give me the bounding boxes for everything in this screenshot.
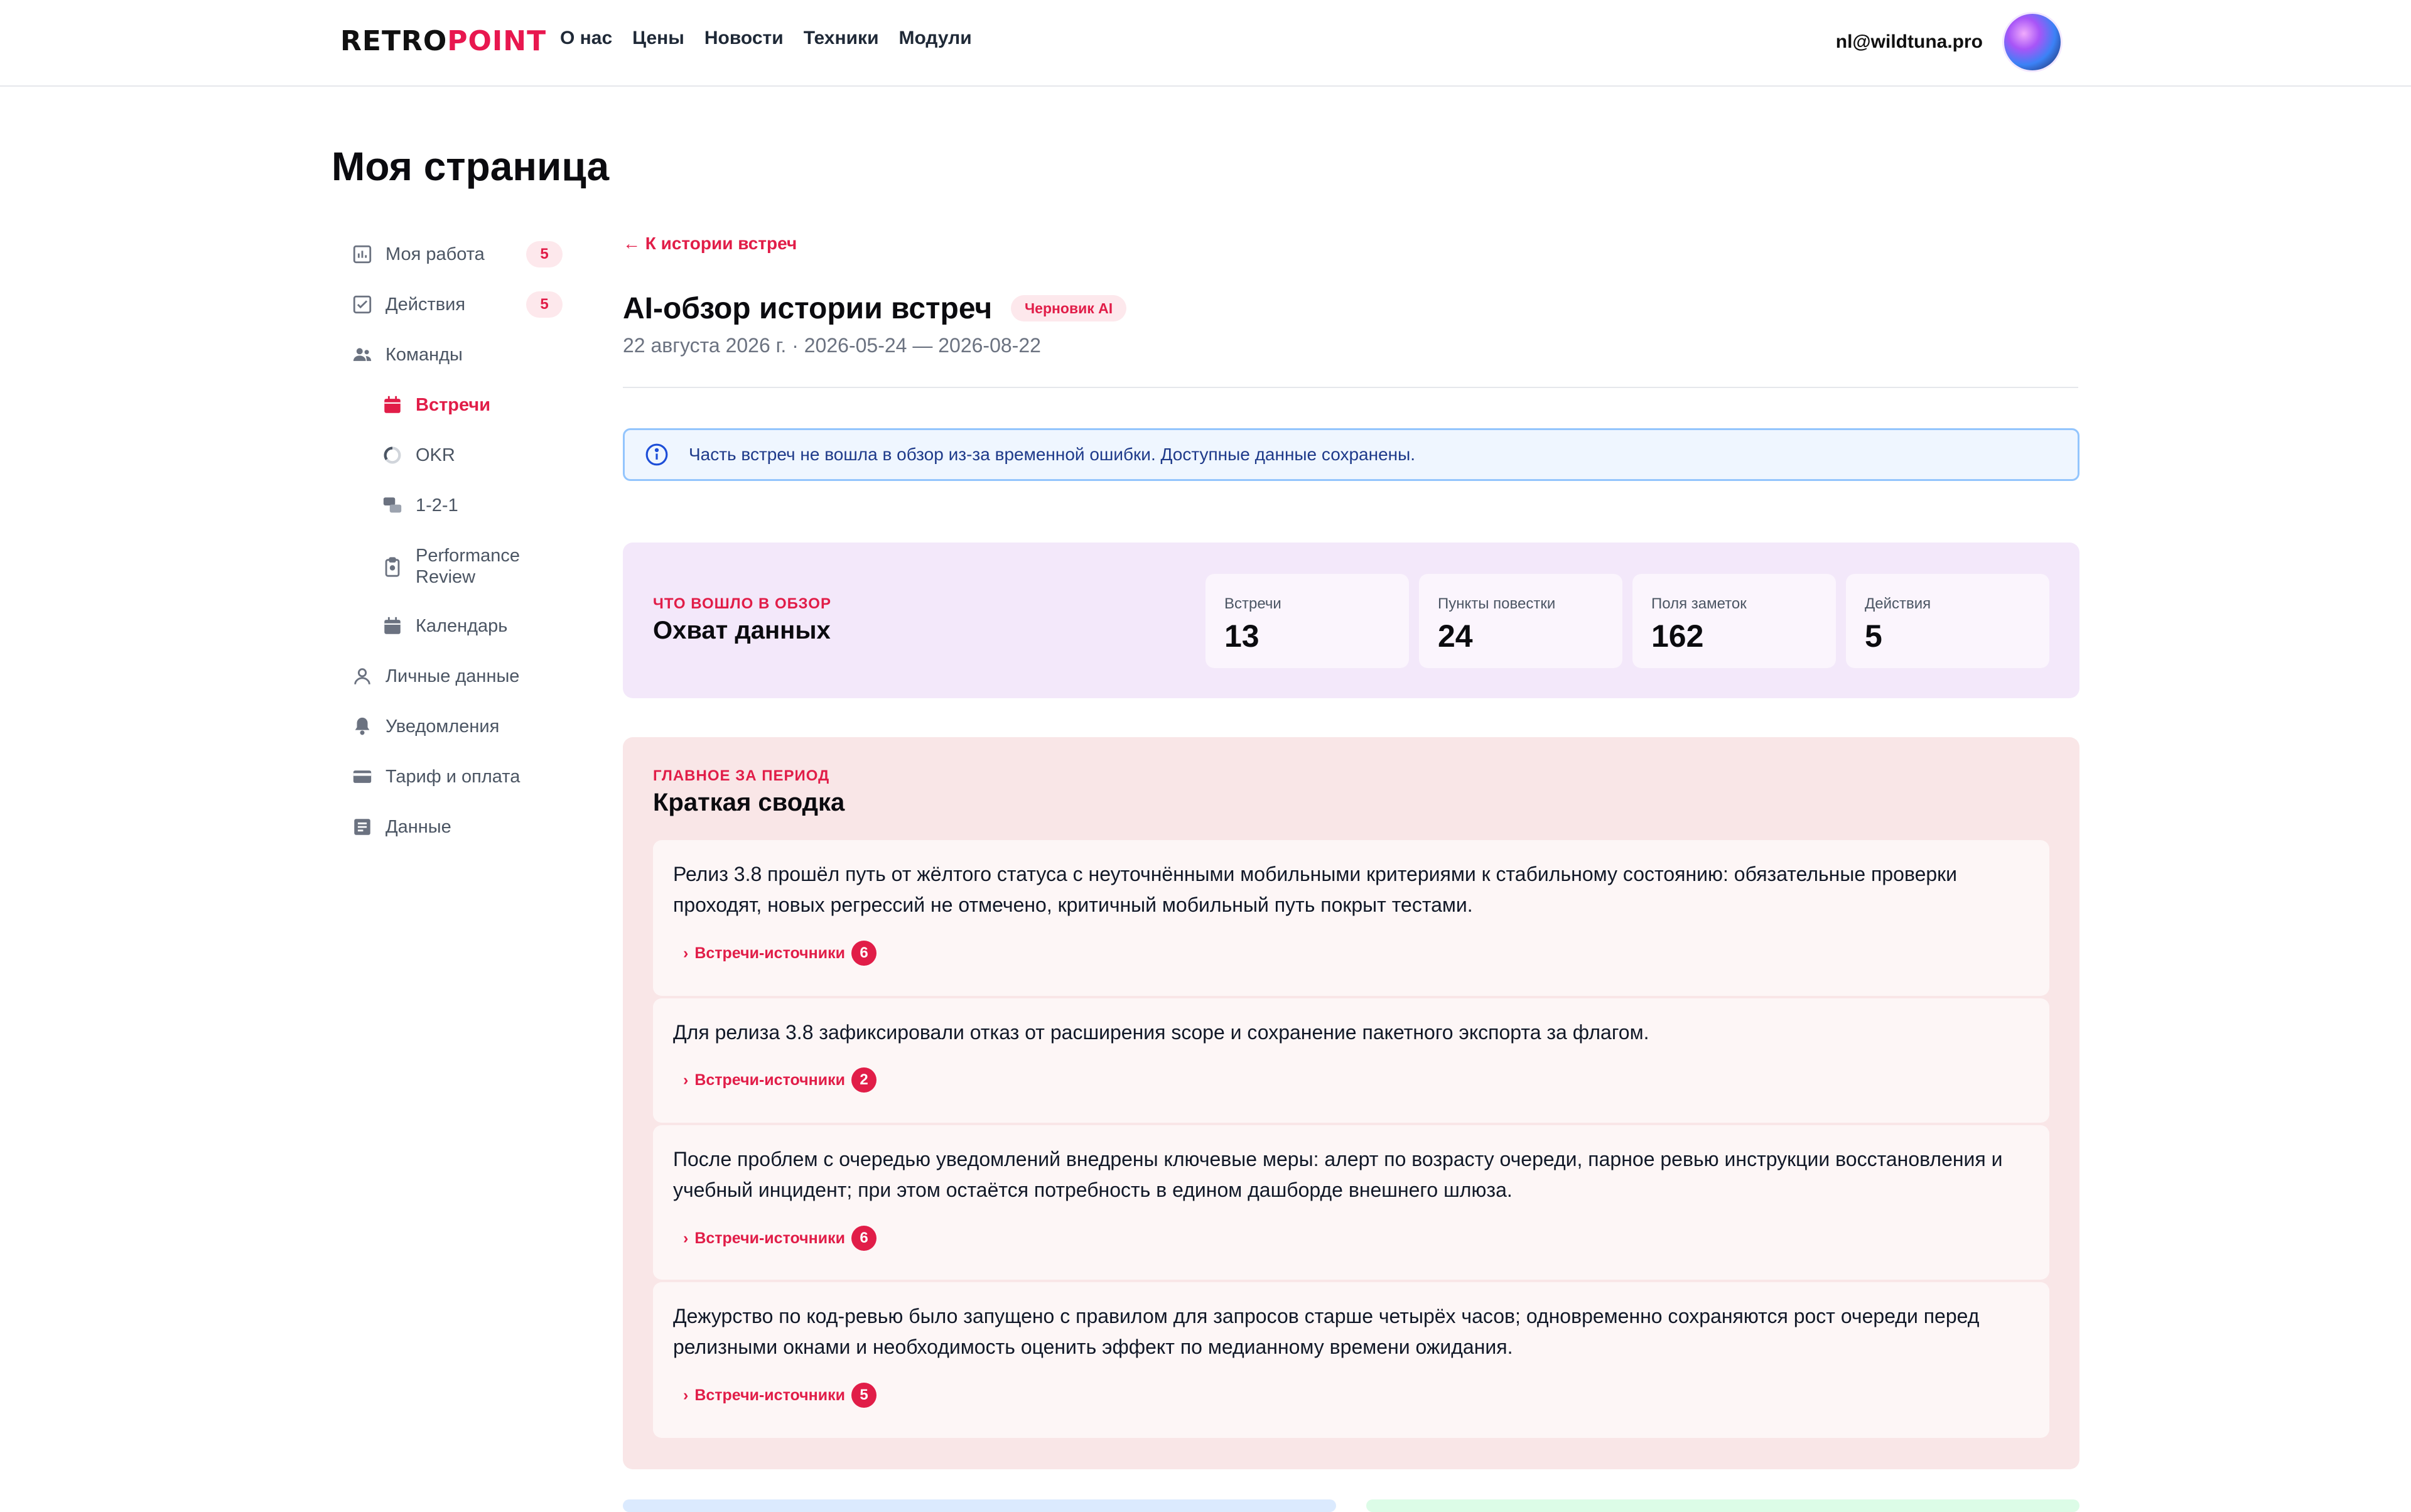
next-panel-right — [1366, 1499, 2079, 1512]
sidebar-item-notifications[interactable]: Уведомления — [352, 716, 499, 737]
calendar-icon — [382, 615, 403, 637]
document-icon — [352, 816, 373, 838]
nav-news[interactable]: Новости — [704, 28, 784, 48]
source-meetings-toggle[interactable]: › Встречи-источники 6 — [683, 1226, 876, 1251]
stat-actions: Действия 5 — [1846, 574, 2049, 668]
source-meetings-toggle[interactable]: › Встречи-источники 5 — [683, 1383, 876, 1408]
chevron-right-icon: › — [683, 1386, 689, 1404]
chart-icon — [352, 244, 373, 265]
summary-panel — [623, 737, 2079, 1469]
sidebar-item-calendar[interactable]: Календарь — [382, 615, 507, 637]
nav-pricing[interactable]: Цены — [632, 28, 684, 48]
chat-bubbles-icon — [382, 495, 403, 516]
source-count-badge: 5 — [851, 1383, 876, 1408]
info-alert — [623, 428, 2079, 481]
clipboard-icon — [382, 556, 403, 578]
chevron-right-icon: › — [683, 1229, 689, 1247]
sidebar-item-performance-review[interactable]: Performance Review — [382, 545, 541, 588]
review-date-range: 22 августа 2026 г. · 2026-05-24 — 2026-08-22 — [623, 334, 1041, 357]
draft-ai-badge: Черновик AI — [1011, 295, 1126, 321]
chevron-right-icon: › — [683, 1071, 689, 1089]
bell-icon — [352, 716, 373, 737]
summary-item: Релиз 3.8 прошёл путь от жёлтого статуса с неуточнёнными мобильными критериями к стабильному состоянию: обязательные проверки проходят, новых регрессий не отмечено, критичный мобильный путь покрыт тестами. › Встречи-источники 6 — [653, 840, 2049, 996]
nav-about[interactable]: О нас — [560, 28, 613, 48]
source-count-badge: 6 — [851, 1226, 876, 1251]
team-icon — [352, 344, 373, 365]
sidebar-item-actions[interactable]: Действия — [352, 294, 465, 315]
stat-meetings: Встречи 13 — [1206, 574, 1409, 668]
alert-message: Часть встреч не вошла в обзор из-за временной ошибки. Доступные данные сохранены. — [689, 445, 1416, 464]
summary-item: Дежурство по код-ревью было запущено с правилом для запросов старше четырёх часов; одновременно сохраняются рост очереди перед релизными окнами и необходимость оценить эффект по медианному времени ожидания. › Встречи-источники 5 — [653, 1282, 2049, 1438]
calendar-icon — [382, 394, 403, 416]
info-icon — [645, 443, 669, 467]
person-icon — [352, 666, 373, 687]
avatar[interactable] — [2004, 14, 2061, 70]
user-email[interactable]: nl@wildtuna.pro — [1835, 31, 1983, 52]
my-work-count-badge: 5 — [526, 241, 563, 267]
top-navigation-bar — [0, 0, 2411, 87]
sidebar-item-meetings[interactable]: Встречи — [382, 394, 490, 416]
data-coverage-panel — [623, 543, 2079, 698]
page-title: Моя страница — [332, 144, 610, 189]
nav-techniques[interactable]: Техники — [803, 28, 879, 48]
sidebar-item-personal-data[interactable]: Личные данные — [352, 666, 519, 687]
sidebar-item-one-on-one[interactable]: 1-2-1 — [382, 495, 458, 516]
sidebar-item-billing[interactable]: Тариф и оплата — [352, 766, 520, 787]
sidebar-item-my-work[interactable]: Моя работа — [352, 244, 485, 265]
stat-agenda-items: Пункты повестки 24 — [1419, 574, 1622, 668]
stat-note-fields: Поля заметок 162 — [1632, 574, 1836, 668]
summary-title: Краткая сводка — [653, 789, 845, 816]
actions-count-badge: 5 — [526, 291, 563, 318]
summary-eyebrow: ГЛАВНОЕ ЗА ПЕРИОД — [653, 767, 830, 784]
main-nav — [560, 28, 972, 49]
sidebar-item-data[interactable]: Данные — [352, 816, 451, 838]
chevron-right-icon: › — [683, 944, 689, 962]
credit-card-icon — [352, 766, 373, 787]
source-count-badge: 2 — [851, 1067, 876, 1093]
sidebar-item-teams[interactable]: Команды — [352, 344, 463, 365]
retropoint-logo[interactable]: RETROPOINT — [340, 25, 547, 57]
coverage-title: Охват данных — [653, 617, 831, 644]
nav-modules[interactable]: Модули — [898, 28, 972, 48]
divider — [623, 387, 2078, 388]
next-panel-left — [623, 1499, 1336, 1512]
progress-ring-icon — [382, 445, 403, 466]
summary-item: После проблем с очередью уведомлений внедрены ключевые меры: алерт по возрасту очереди, парное ревью инструкции восстановления и учебный инцидент; при этом остаётся потребность в едином дашборде внешнего шлюза. › Встречи-источники 6 — [653, 1125, 2049, 1280]
arrow-left-icon: ← — [623, 234, 645, 253]
back-to-history-link[interactable]: ← К истории встреч — [623, 234, 797, 253]
review-title: AI-обзор истории встреч — [623, 292, 993, 325]
coverage-eyebrow: ЧТО ВОШЛО В ОБЗОР — [653, 595, 831, 612]
source-count-badge: 6 — [851, 941, 876, 966]
source-meetings-toggle[interactable]: › Встречи-источники 2 — [683, 1067, 876, 1093]
source-meetings-toggle[interactable]: › Встречи-источники 6 — [683, 941, 876, 966]
sidebar-item-okr[interactable]: OKR — [382, 445, 455, 466]
checkbox-icon — [352, 294, 373, 315]
summary-item: Для релиза 3.8 зафиксировали отказ от расширения scope и сохранение пакетного экспорта за флагом. › Встречи-источники 2 — [653, 998, 2049, 1123]
